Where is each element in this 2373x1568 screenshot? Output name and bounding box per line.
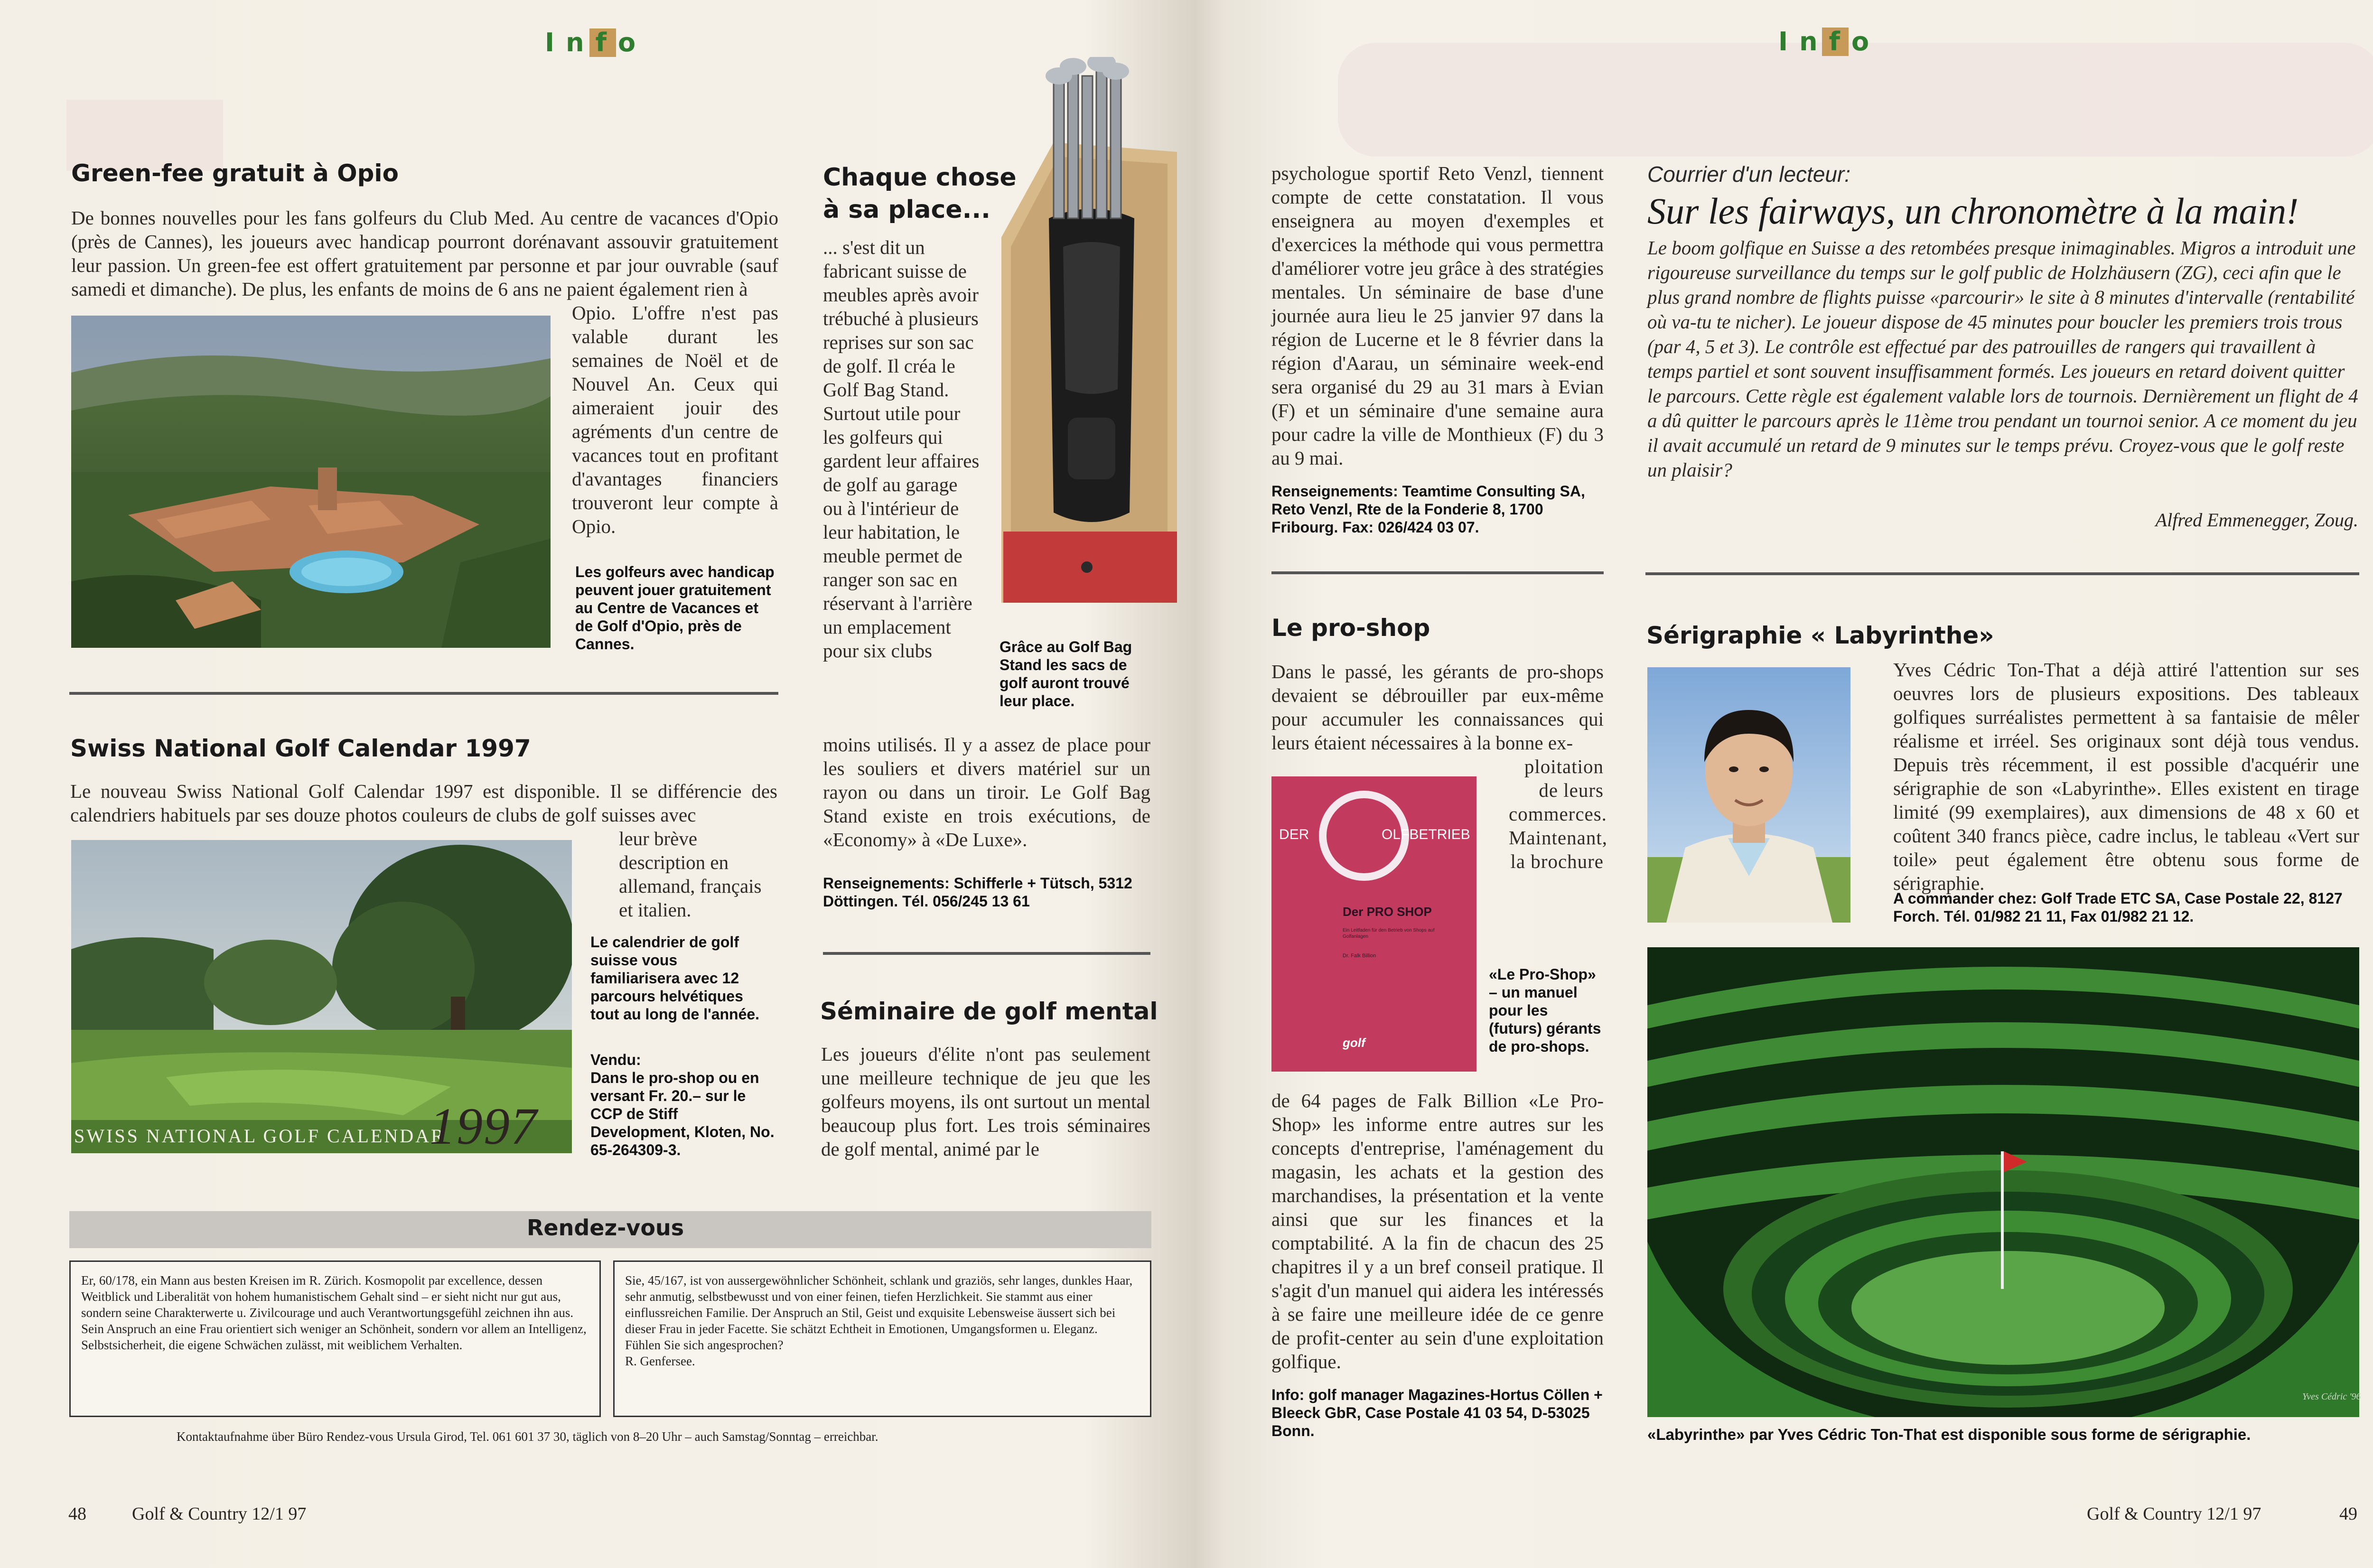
bag-text-narrow: ... s'est dit un fabricant suisse de meubles après avoir trébuché à plusieurs reprises sur son sac de golf. Il créa le Golf Bag Stand. Surtout utile pour les golfeurs qui gardent leur affaires de golf au garage ou à l'intérieur de leur habitation, le meuble permet de ranger son sac en réservant à l'arrière un emplacement pour six clubs [823, 236, 980, 662]
page-number-left: 48 [68, 1504, 86, 1524]
divider-rule [1271, 571, 1604, 574]
opio-title: Green-fee gratuit à Opio [71, 159, 399, 187]
labyrinth-artwork [1647, 947, 2359, 1417]
calendar-photo-year: 1997 [430, 1097, 538, 1155]
serigraphie-order: A commander chez: Golf Trade ETC SA, Case Postale 22, 8127 Forch. Tél. 01/982 21 11, Fax 01/982 21 12. [1893, 890, 2343, 925]
proshop-book-cover [1271, 776, 1476, 1072]
rendezvous-ad-2-sign: R. Genfersee. [625, 1354, 695, 1368]
opio-caption: Les golfeurs avec handicap peuvent jouer gratuitement au Centre de Vacances et de Golf d'Opio, près de Cannes. [575, 563, 775, 653]
calendar-vendu-text: Dans le pro-shop ou en versant Fr. 20.– sur le CCP de Stiff Development, Kloten, No. 65-264309-3. [590, 1069, 775, 1158]
bag-title: Chaque chose à sa place... [823, 163, 1017, 224]
book-logo: golf [1343, 1036, 1365, 1050]
calendar-vendu-label: Vendu: [590, 1051, 641, 1068]
seminaire-text: Les joueurs d'élite n'ont pas seulement une meilleure technique de jeu que les golfeurs moyens, ils ont surtout un mental beaucoup plus fort. Les trois séminaires de golf mental, animé par le [821, 1043, 1150, 1160]
bag-text-wide: moins utilisés. Il y a assez de place pour les souliers et divers matériel sur un rayon ou dans un tiroir. Le Golf Bag Stand existe en trois exécutions, de «Economy» à «De Luxe». [823, 734, 1150, 850]
courrier-signature: Alfred Emmenegger, Zoug. [2155, 509, 2358, 531]
background-ghost-print [1338, 43, 2373, 157]
calendar-continuation: leur brève description en allemand, français et italien. [619, 828, 762, 921]
serigraphie-caption: «Labyrinthe» par Yves Cédric Ton-That est disponible sous forme de sérigraphie. [1647, 1426, 2251, 1443]
rendezvous-ad-1 [69, 1260, 601, 1417]
golf-bag-stand-photo [997, 57, 1182, 622]
bag-info: Renseignements: Schifferle + Tütsch, 5312 Döttingen. Tél. 056/245 13 61 [823, 875, 1132, 910]
rendezvous-contact: Kontaktaufnahme über Büro Rendez-vous Ursula Girod, Tel. 061 601 37 30, täglich von 8–20 Uhr – auch Samstag/Sonntag – erreichbar. [177, 1429, 878, 1444]
calendar-caption: Le calendrier de golf suisse vous familiarisera avec 12 parcours helvétiques tout au long de l'année. [590, 933, 760, 1023]
serigraphie-text: Yves Cédric Ton-That a déjà attiré l'attention sur ses oeuvres lors de plusieurs expositions. Des tableaux golfiques surréalistes permettent à sa fantaisie de mêler réalisme et irréel. Ses originaux sont déjà tous vendus. Depuis très récemment, il est possible d'acquérir une sérigraphie de son «Labyrinthe». Elles existent en tirage limité (99 exemplaires), aux dimensions de 48 x 60 et coûtent 340 francs pièce, cadre inclus, le tableau «Vert sur toile» peut également être obtenu sous forme de sérigraphie. [1893, 659, 2359, 894]
courrier-title: Sur les fairways, un chronomètre à la main! [1647, 190, 2299, 232]
divider-rule [1645, 572, 2359, 575]
proshop-intro: Dans le passé, les gérants de pro-shops devaient se débrouiller par eux-même pour accumuler les connaissances qui leurs étaient nécessaires à la bonne ex- [1271, 661, 1604, 754]
rendezvous-ad-1-text: Er, 60/178, ein Mann aus besten Kreisen im R. Zürich. Kosmopolit par excellence, dessen Weitblick und Liberalität von hohem humanistischem Gehalt sind – er sieht nicht nur gut aus, sondern seine Charakterwerte u. Zivilcourage und auch Verantwortungsgefühl zeichnen ihn aus. Sein Anspruch an eine Frau orientiert sich weniger an Schönheit, sondern vor allem an Intelligenz, Selbstsicherheit, die eigene Schwächen zulässt, mit weiblichem Verhalten. [81, 1273, 587, 1352]
info-section-tag: Info [1778, 27, 1881, 56]
book-subtitle: Ein Leitfaden für den Betrieb von Shops auf Golfanlagen [1343, 928, 1435, 939]
right-page [1205, 0, 2373, 1568]
book-rest: OLFBETRIEB [1382, 827, 1470, 842]
rendezvous-ad-2 [613, 1260, 1151, 1417]
divider-rule [823, 952, 1150, 955]
artwork-signature: Yves Cédric '96 [2302, 1391, 2361, 1402]
proshop-beside: ploitation de leurs commerces. Maintenant, la brochure [1509, 756, 1607, 872]
proshop-title: Le pro-shop [1271, 614, 1430, 642]
opio-intro: De bonnes nouvelles pour les fans golfeurs du Club Med. Au centre de vacances d'Opio (près de Cannes), les joueurs avec handicap pourront dorénavant assouvir gratuitement leur passion. Un green-fee est offert gratuitement par personne et par jour ouvrable (sauf samedi et dimanche). De plus, les enfants de moins de 6 ans ne paient également rien à [71, 207, 778, 300]
book-author: Dr. Falk Billion [1343, 953, 1376, 959]
serigraphie-title: Sérigraphie « Labyrinthe» [1646, 622, 1994, 649]
calendar-photo-text: SWISS NATIONAL GOLF CALENDAR [74, 1125, 446, 1147]
rendezvous-title: Rendez-vous [527, 1215, 684, 1241]
rendezvous-ad-2-question: Fühlen Sie sich angesprochen? [625, 1338, 784, 1352]
artist-portrait-photo [1647, 667, 1850, 923]
proshop-info: Info: golf manager Magazines-Hortus Cöllen + Bleeck GbR, Case Postale 41 03 54, D-53025 Bonn. [1271, 1386, 1603, 1439]
seminaire-title: Séminaire de golf mental [820, 998, 1158, 1025]
divider-rule [69, 692, 778, 695]
book-title: Der PRO SHOP [1343, 905, 1432, 919]
seminaire-continuation: psychologue sportif Reto Venzl, tiennent compte de cette constatation. Il vous enseignera au moyen d'exemples et d'exercices la méthode qui vous permettra d'améliorer votre jeu grâce à des stratégies mentales. Un séminaire de base d'une journée aura lieu le 25 janvier 97 dans la région de Lucerne et le 8 février dans la région d'Aarau, un séminaire week-end sera organisé du 29 au 31 mars à Evian (F) et un séminaire d'une semaine aura pour cadre la ville de Monthieux (F) du 3 au 9 mai. [1271, 162, 1604, 469]
info-section-tag: Info [545, 28, 647, 57]
courrier-text: Le boom golfique en Suisse a des retombées presque inimaginables. Migros a introduit une rigoureuse surveillance du temps sur le golf public de Holzhäusern (ZG), ceci afin que le plus grand nombre de flights puisse «parcourir» le site à 8 minutes d'intervalle (rentabilité où va-tu te nicher). Le joueur dispose de 45 minutes pour boucler les premiers trois trous (par 4, 5 et 3). Le contrôle est effectué par des patrouilles de rangers qui travaillent à temps partiel et sont souvent insuffisamment formés. Les joueurs en retard doivent quitter le parcours. Cette règle est également valable lors de tournois. Dernièrement un flight de 4 a dû quitter le parcours après le 11ème trou pendant un tournoi senior. A ce moment du jeu il avait accumulé un retard de 9 minutes sur le temps prévu. Croyez-vous que le golf reste un plaisir? [1647, 237, 2358, 481]
courrier-kicker: Courrier d'un lecteur: [1647, 162, 1851, 187]
seminaire-info: Renseignements: Teamtime Consulting SA, Reto Venzl, Rte de la Fonderie 8, 1700 Fribourg. Fax: 026/424 03 07. [1271, 483, 1585, 536]
proshop-caption: «Le Pro-Shop» – un manuel pour les (futurs) gérants de pro-shops. [1489, 966, 1601, 1055]
book-der: DER [1279, 827, 1309, 842]
folio-title-left: Golf & Country 12/1 97 [132, 1504, 307, 1524]
opio-continuation: Opio. L'offre n'est pas valable durant les semaines de Noël et de Nouvel An. Ceux qui aimeraient jouir des agréments d'un centre de vacances tout en profitant d'avantages financiers trouveront leur compte à Opio. [572, 302, 778, 537]
proshop-text: de 64 pages de Falk Billion «Le Pro-Shop» les informe entre autres sur les concepts d'entreprise, l'aménagement du magasin, les achats et la gestion des marchandises, la présentation et la vente ainsi que sur les finances et la comptabilité. A la fin de chacun des 25 chapitres il y a un bref conseil pratique. Il s'agit d'un manuel qui aidera les intéressés à se faire une meilleure idée de ce genre de profit-center au sein d'une exploitation golfique. [1271, 1090, 1604, 1372]
calendar-title: Swiss National Golf Calendar 1997 [70, 735, 531, 762]
opio-photo [71, 316, 551, 648]
folio-title-right: Golf & Country 12/1 97 [2087, 1504, 2261, 1524]
rendezvous-ad-2-text: Sie, 45/167, ist von aussergewöhnlicher Schönheit, schlank und graziös, sehr langes, dunkles Haar, sehr anmutig, selbstbewusst und von einer feinen, tiefen Herzlichkeit. Sie stammt aus einer einflussreichen Familie. Der Anspruch an Stil, Geist und exquisite Lebensweise äussert sich bei dieser Frau in jeder Facette. Sie schätzt Echtheit in Emotionen, Umgangsformen u. Eleganz. [625, 1273, 1133, 1336]
calendar-intro: Le nouveau Swiss National Golf Calendar 1997 est disponible. Il se différencie des calendriers habituels par ses douze photos couleurs de clubs de golf suisses avec [70, 780, 777, 826]
page-number-right: 49 [2339, 1504, 2357, 1524]
bag-caption: Grâce au Golf Bag Stand les sacs de golf auront trouvé leur place. [1000, 638, 1132, 709]
